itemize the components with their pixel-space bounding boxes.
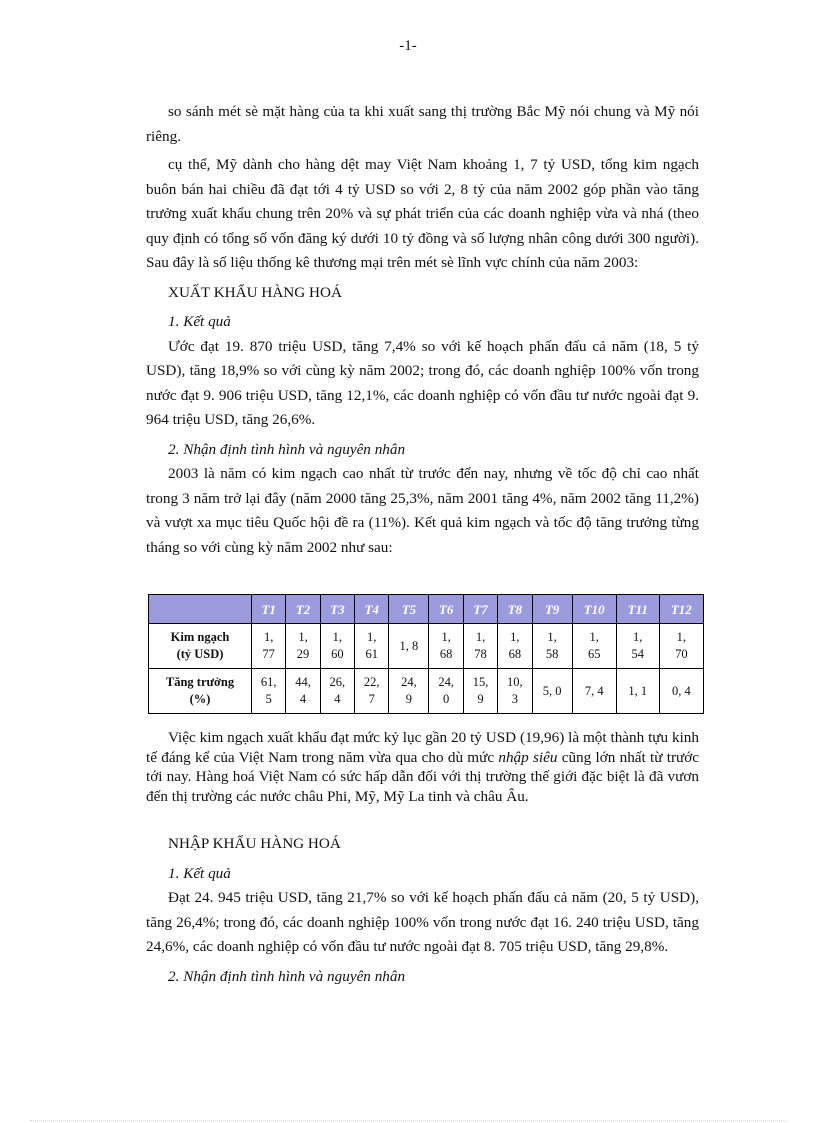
month-header: T9 bbox=[532, 595, 572, 624]
export-analysis-text: 2003 là năm có kim ngạch cao nhất từ trước đến nay, nhưng về tốc độ chỉ cao nhất trong 3 năm trở lại đây (năm 2000 tăng 25,3%, năm 2001 tăng 4%, năm 2002 tăng 11,2%) và vượt xa mục tiêu Quốc hội đề ra (11%). Kết quả kim ngạch và tốc độ tăng trưởng từng tháng so với cùng kỳ năm 2002 như sau: bbox=[146, 465, 699, 556]
table-cell: 5, 0 bbox=[532, 669, 572, 714]
month-header: T4 bbox=[355, 595, 389, 624]
month-header: T6 bbox=[429, 595, 463, 624]
table-cell: 24, 0 bbox=[429, 669, 463, 714]
table-cell: 22, 7 bbox=[355, 669, 389, 714]
table-cell: 1, 68 bbox=[498, 624, 532, 669]
table-header-row bbox=[149, 595, 704, 624]
page-bottom-divider bbox=[30, 1120, 786, 1121]
table-cell: 1, 61 bbox=[355, 624, 389, 669]
import-result-title: 1. Kết quả bbox=[168, 864, 231, 882]
row-label-growth: Tăng trưởng (%) bbox=[149, 669, 252, 714]
month-header: T1 bbox=[252, 595, 286, 624]
table-row-turnover bbox=[149, 624, 704, 669]
month-header: T3 bbox=[320, 595, 354, 624]
table-cell: 1, 60 bbox=[320, 624, 354, 669]
after-table-section bbox=[146, 728, 699, 806]
export-heading: XUẤT KHẨU HÀNG HOÁ bbox=[168, 283, 342, 301]
table-cell: 26, 4 bbox=[320, 669, 354, 714]
month-header: T5 bbox=[389, 595, 429, 624]
table-cell: 24, 9 bbox=[389, 669, 429, 714]
month-header: T2 bbox=[286, 595, 320, 624]
intro-paragraph-2: cụ thể, Mỹ dành cho hàng dệt may Việt Nam khoảng 1, 7 tỷ USD, tổng kim ngạch buôn bán hai chiều đã đạt tới 4 tỷ USD so với 2, 8 tỷ của năm 2002 góp phần vào tăng trưởng xuất khẩu chung trên 20% và sự phát triển của các doanh nghiệp vừa và nhá (theo quy định có tổng số vốn đăng ký dưới 10 tỷ đồng và số lượng nhân công dưới 300 người). Sau đây là số liệu thống kê thương mại trên mét sè lĩnh vực chính của năm 2003: bbox=[146, 156, 699, 271]
table-cell: 7, 4 bbox=[572, 669, 616, 714]
table-cell: 44, 4 bbox=[286, 669, 320, 714]
table-cell: 1, 68 bbox=[429, 624, 463, 669]
export-monthly-table bbox=[148, 594, 704, 714]
month-header: T8 bbox=[498, 595, 532, 624]
table-cell: 1, 29 bbox=[286, 624, 320, 669]
intro-section bbox=[146, 100, 699, 560]
export-analysis-title: 2. Nhận định tình hình và nguyên nhân bbox=[168, 440, 406, 458]
month-header: T11 bbox=[616, 595, 659, 624]
table-cell: 1, 8 bbox=[389, 624, 429, 669]
import-analysis-title: 2. Nhận định tình hình và nguyên nhân bbox=[168, 967, 406, 985]
intro-paragraph-1: so sánh mét sè mặt hàng của ta khi xuất sang thị trường Bắc Mỹ nói chung và Mỹ nói riêng. bbox=[146, 103, 699, 145]
row-label-turnover: Kim ngạch (tỷ USD) bbox=[149, 624, 252, 669]
import-result-text: Đạt 24. 945 triệu USD, tăng 21,7% so với kế hoạch phấn đấu cả năm (20, 5 tỷ USD), tăng 26,4%; trong đó, các doanh nghiệp 100% vốn trong nước đạt 16. 240 triệu USD, tăng 24,6%, các doanh nghiệp có vốn đầu tư nước ngoài đạt 8. 705 triệu USD, tăng 29,8%. bbox=[146, 889, 699, 955]
table-cell: 10, 3 bbox=[498, 669, 532, 714]
table-cell: 1, 77 bbox=[252, 624, 286, 669]
month-header: T7 bbox=[463, 595, 497, 624]
month-header: T12 bbox=[659, 595, 703, 624]
table-cell: 1, 65 bbox=[572, 624, 616, 669]
table-cell: 1, 58 bbox=[532, 624, 572, 669]
import-heading: NHẬP KHẨU HÀNG HOÁ bbox=[168, 835, 341, 852]
table-cell: 1, 54 bbox=[616, 624, 659, 669]
export-result-text: Ước đạt 19. 870 triệu USD, tăng 7,4% so với kế hoạch phấn đấu cả năm (18, 5 tỷ USD), tăng 18,9% so với cùng kỳ năm 2002; trong đó, các doanh nghiệp 100% vốn trong nước đạt 9. 906 triệu USD, tăng 12,1%, các doanh nghiệp có vốn đầu tư nước ngoài đạt 9. 964 triệu USD, tăng 26,6%. bbox=[146, 337, 699, 428]
table-cell: 0, 4 bbox=[659, 669, 703, 714]
table-cell: 1, 70 bbox=[659, 624, 703, 669]
page-number: -1- bbox=[399, 38, 417, 54]
export-result-title: 1. Kết quả bbox=[168, 313, 231, 330]
table-cell: 15, 9 bbox=[463, 669, 497, 714]
import-section bbox=[146, 832, 699, 989]
table-cell: 1, 1 bbox=[616, 669, 659, 714]
table-cell: 1, 78 bbox=[463, 624, 497, 669]
table-row-growth bbox=[149, 669, 704, 714]
month-header: T10 bbox=[572, 595, 616, 624]
import-surplus-term: nhập siêu bbox=[498, 748, 558, 766]
after-table-paragraph: Việc kim ngạch xuất khẩu đạt mức kỷ lục gần 20 tỷ USD (19,96) là một thành tựu kinh tế đáng kể của Việt Nam trong năm vừa qua cho dù mức nhập siêu cũng lớn nhất từ trước tới nay. Hàng hoá Việt Nam có sức hấp dẫn đối với thị trường thế giới đặc biệt là đã vươn đến thị trường các nước châu Phi, Mỹ, Mỹ La tinh và châu Âu. bbox=[146, 729, 700, 805]
table-corner-cell bbox=[149, 595, 252, 624]
table-cell: 61, 5 bbox=[252, 669, 286, 714]
